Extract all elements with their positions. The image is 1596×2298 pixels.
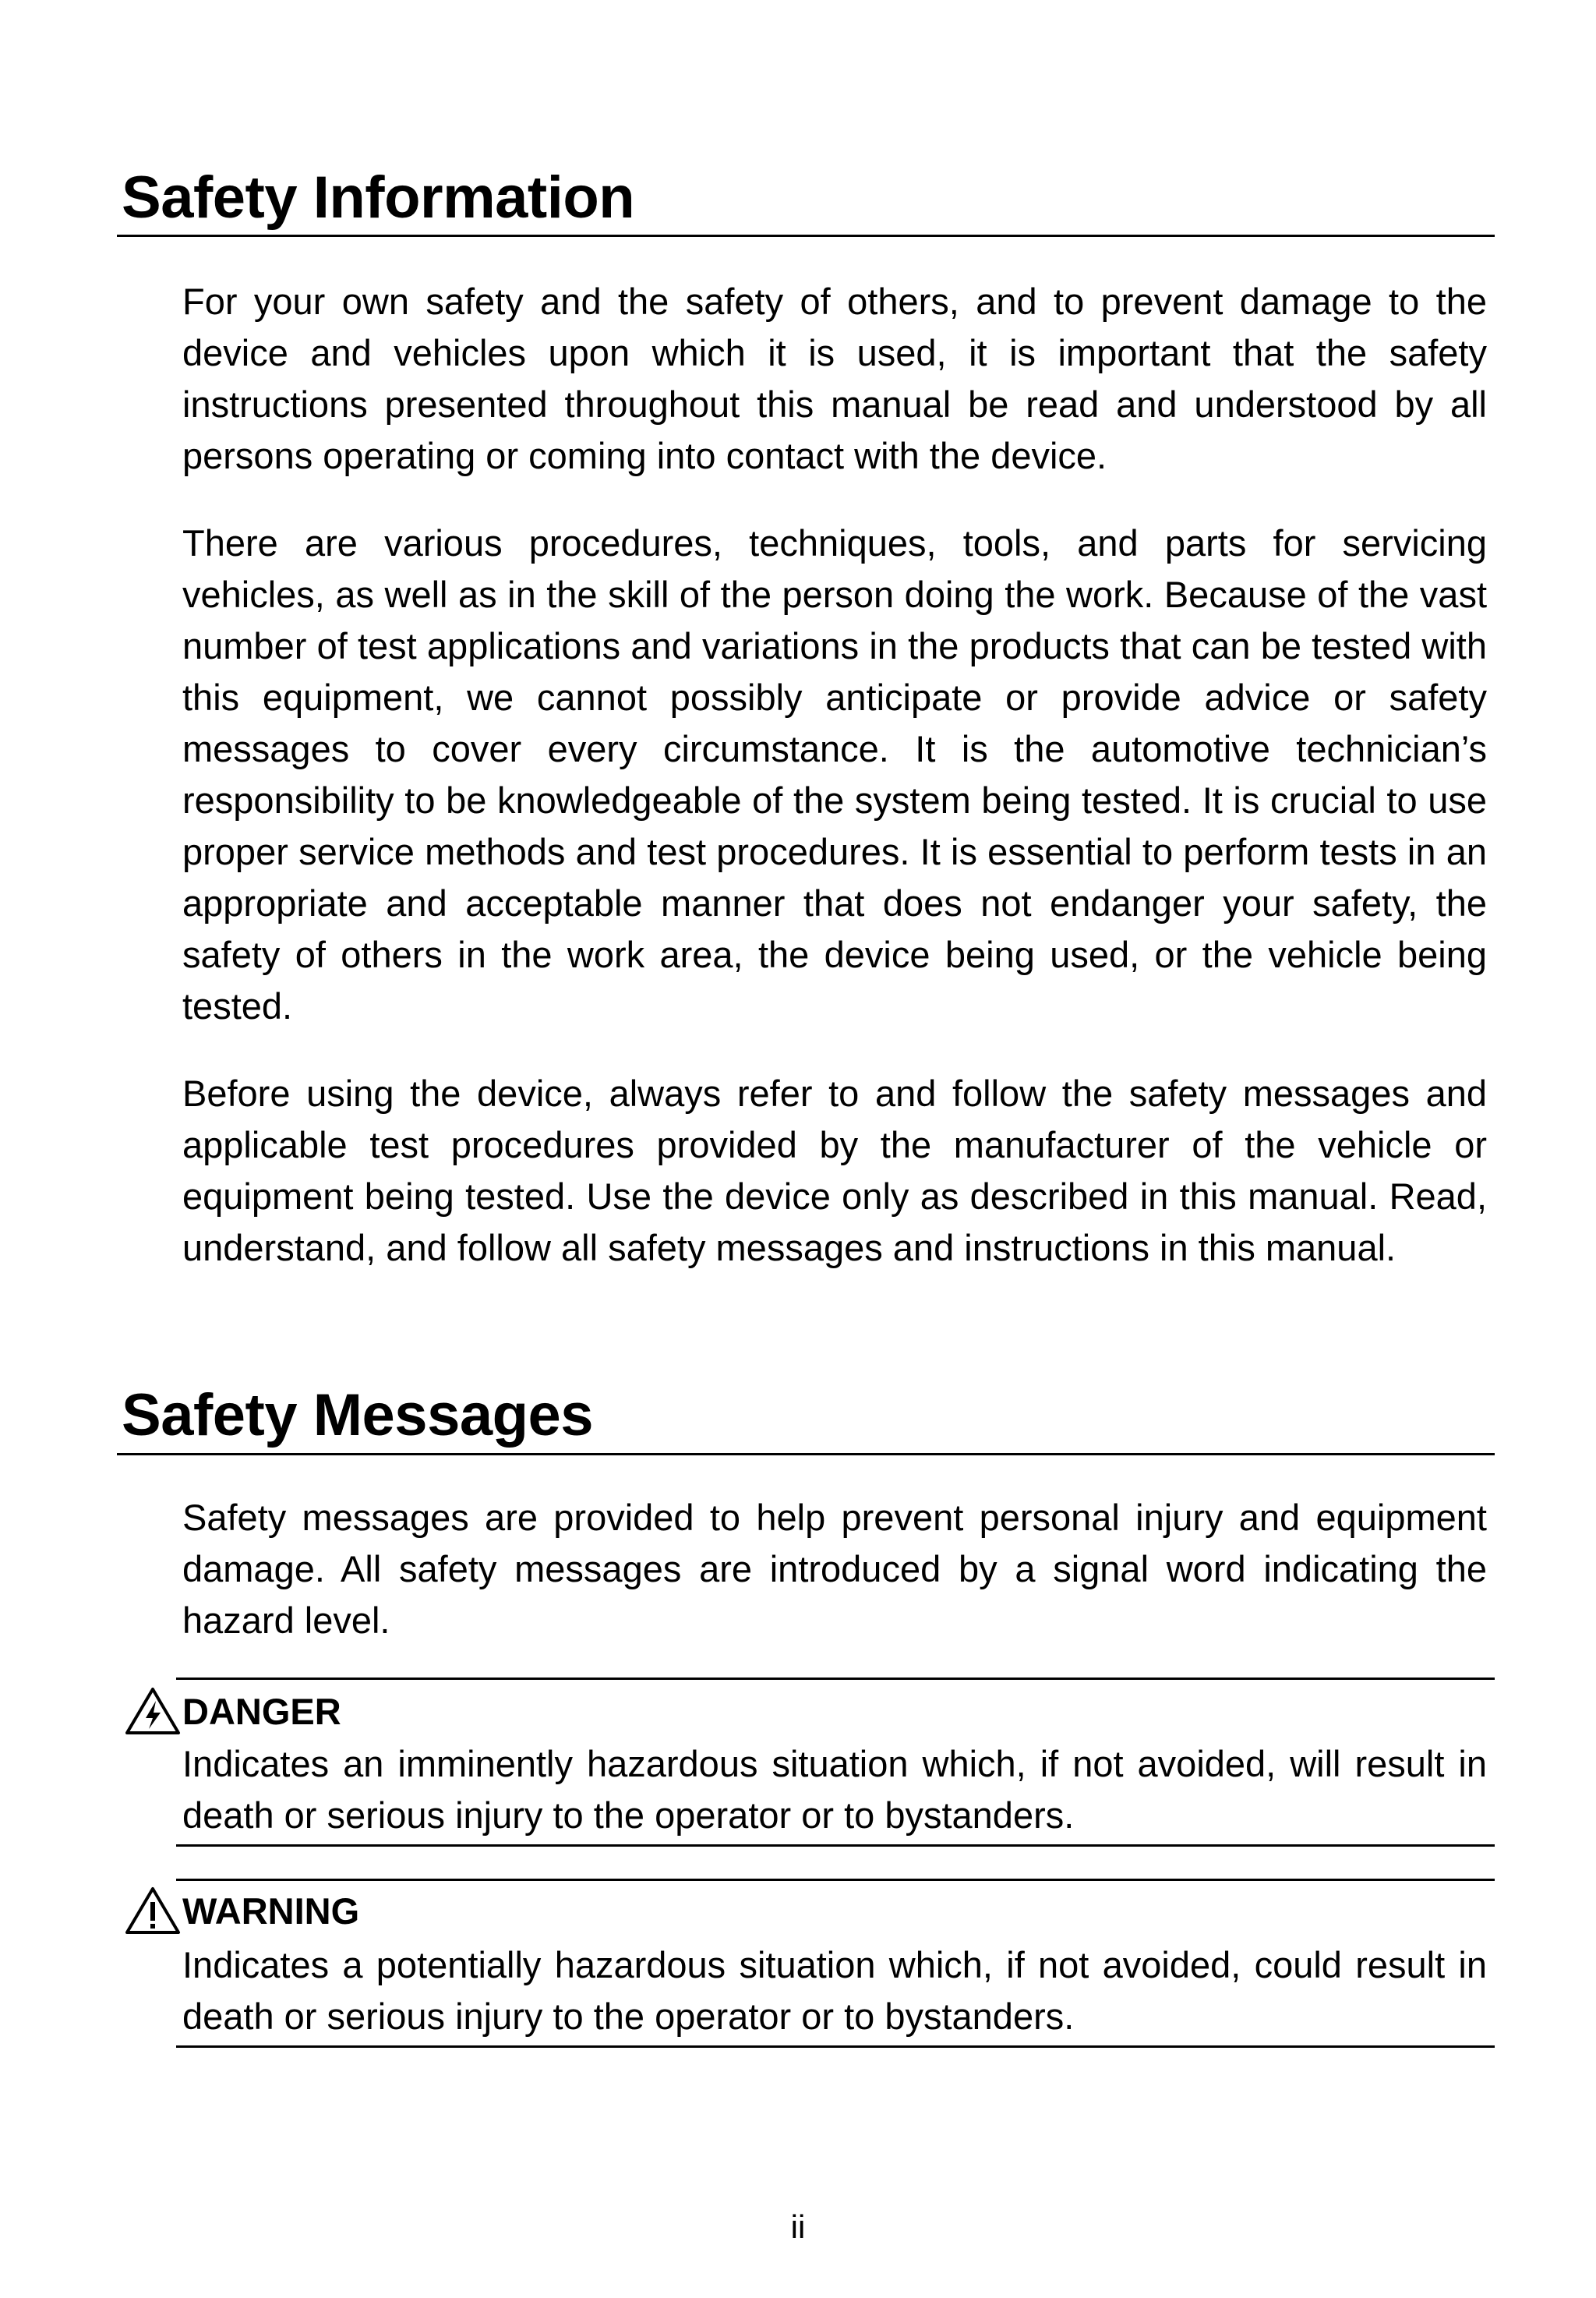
heading-safety-information: Safety Information (122, 164, 635, 231)
danger-box-top-rule (176, 1678, 1495, 1680)
safety-messages-intro: Safety messages are provided to help prevent personal injury and equipment damage. All safety messages are introduced by a signal word indicating the hazard level. (182, 1497, 1487, 1641)
safety-info-paragraph-2: There are various procedures, techniques, tools, and parts for servicing vehicles, as well as in the skill of the person doing the work. Because of the vast number of test applications and variations in the products that can be tested with this equipment, we cannot possibly anticipate or provide advice or safety messages to cover every circumstance. It is the automotive technician’s responsibility to be knowledgeable of the system being tested. It is crucial to use proper service methods and test procedures. It is essential to perform tests in an appropriate and acceptable manner that does not endanger your safety, the safety of others in the work area, the device being used, or the vehicle being tested. (182, 522, 1487, 1027)
exclamation-warning-icon (125, 1886, 181, 1935)
heading-underline (117, 235, 1495, 237)
warning-signal (125, 1886, 359, 1935)
safety-info-paragraph-3: Before using the device, always refer to and follow the safety messages and applicable test procedures provided by the manufacturer of the vehicle or equipment being tested. Use the device only as described in this manual. Read, understand, and follow all safety messages and instructions in this manual. (182, 1073, 1487, 1268)
safety-info-paragraph-1: For your own safety and the safety of others, and to prevent damage to the device and vehicles upon which it is used, it is important that the safety instructions presented throughout this manual be read and understood by all persons operating or coming into contact with the device. (182, 281, 1487, 476)
warning-box-top-rule (176, 1879, 1495, 1881)
heading-safety-messages: Safety Messages (122, 1382, 594, 1448)
danger-signal (125, 1687, 341, 1735)
warning-label: WARNING (182, 1890, 360, 1932)
danger-description: Indicates an imminently hazardous situation which, if not avoided, will result in death or serious injury to the operator or to bystanders. (182, 1743, 1487, 1836)
page-number: ii (790, 2208, 806, 2245)
warning-box-bottom-rule (176, 2045, 1495, 2048)
danger-label: DANGER (182, 1690, 341, 1732)
warning-description: Indicates a potentially hazardous situation which, if not avoided, could result in death or serious injury to the operator or to bystanders. (182, 1944, 1487, 2037)
heading-underline (117, 1453, 1495, 1455)
high-voltage-warning-icon (125, 1687, 181, 1735)
danger-box-bottom-rule (176, 1844, 1495, 1847)
